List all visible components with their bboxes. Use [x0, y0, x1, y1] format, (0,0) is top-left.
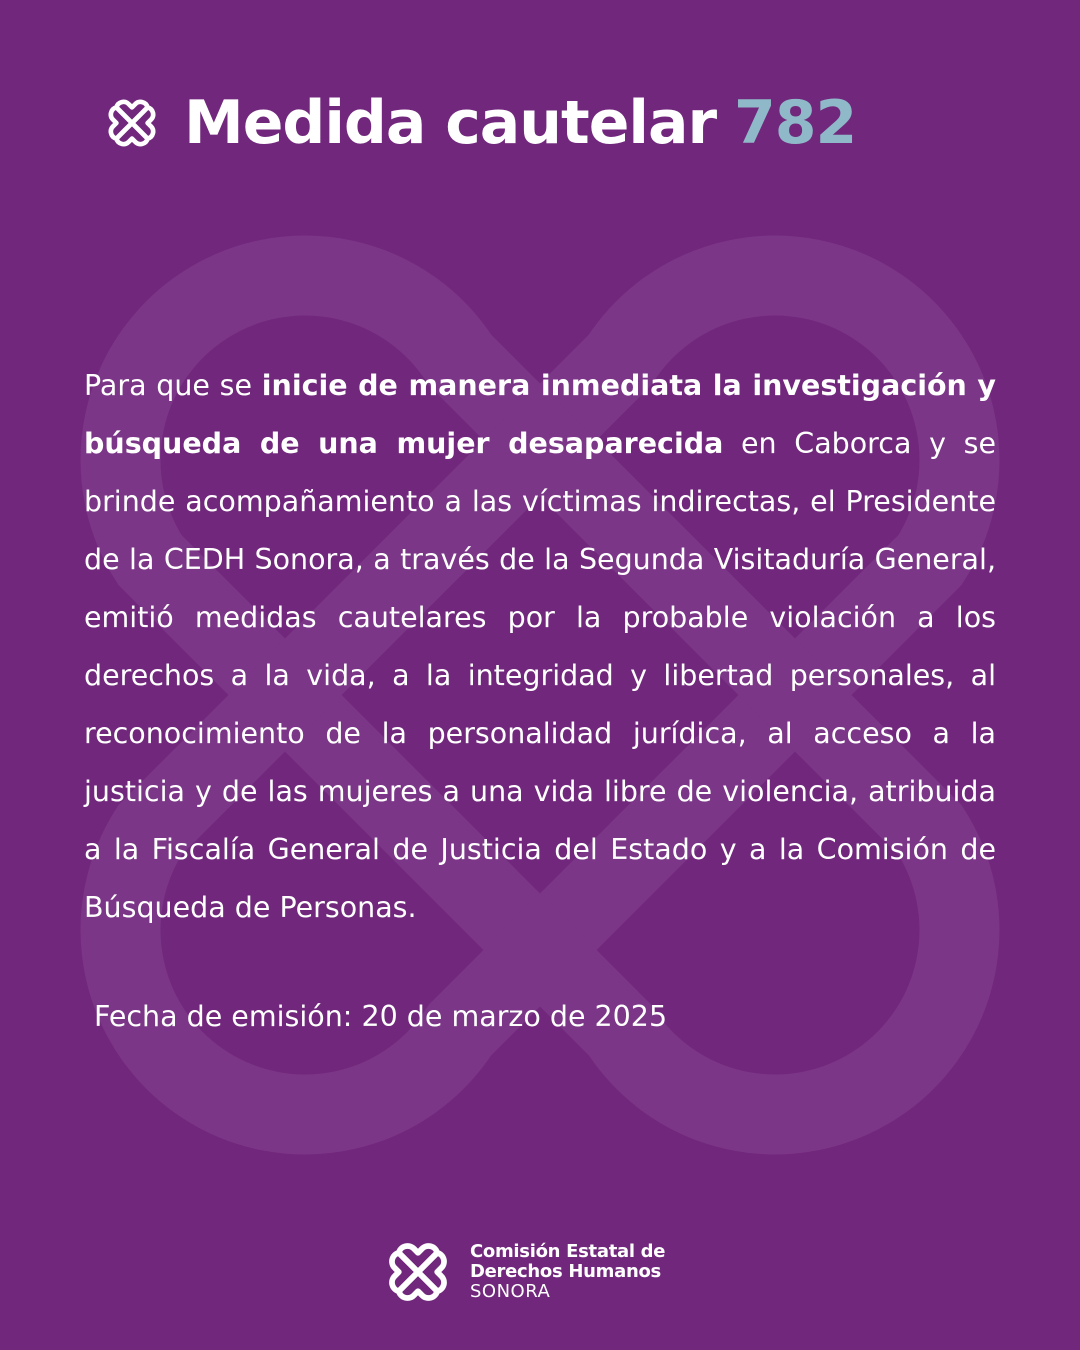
footer-logo	[386, 1240, 665, 1304]
cedh-logo-icon	[386, 1240, 450, 1304]
issue-date: Fecha de emisión: 20 de marzo de 2025	[94, 1000, 668, 1033]
page-title	[184, 88, 856, 158]
org-name	[470, 1242, 665, 1302]
org-name-line1: Comisión Estatal de	[470, 1241, 666, 1262]
cedh-logo-icon	[106, 97, 158, 149]
org-name-line2: Derechos Humanos	[470, 1261, 661, 1282]
measure-number: 782	[734, 88, 857, 158]
title-label: Medida cautelar	[184, 88, 717, 158]
body-paragraph	[84, 357, 996, 937]
header	[106, 88, 856, 158]
org-state: SONORA	[470, 1281, 551, 1302]
body-highlight: inicie de manera inmediata la investigación y búsqueda de una mujer desaparecida	[84, 369, 996, 460]
body-rest: en Caborca y se brinde acompañamiento a las víctimas indirectas, el Presidente de la CEDH Sonora, a través de la Segunda Visitaduría General, emitió medidas cautelares por la probable violación a los derechos a la vida, a la integridad y libertad personales, al reconocimiento de la personalidad jurídica, al acceso a la justicia y de las mujeres a una vida libre de violencia, atribuida a la Fiscalía General de Justicia del Estado y a la Comisión de Búsqueda de Personas.	[84, 427, 996, 924]
body-lead: Para que se	[84, 369, 262, 402]
